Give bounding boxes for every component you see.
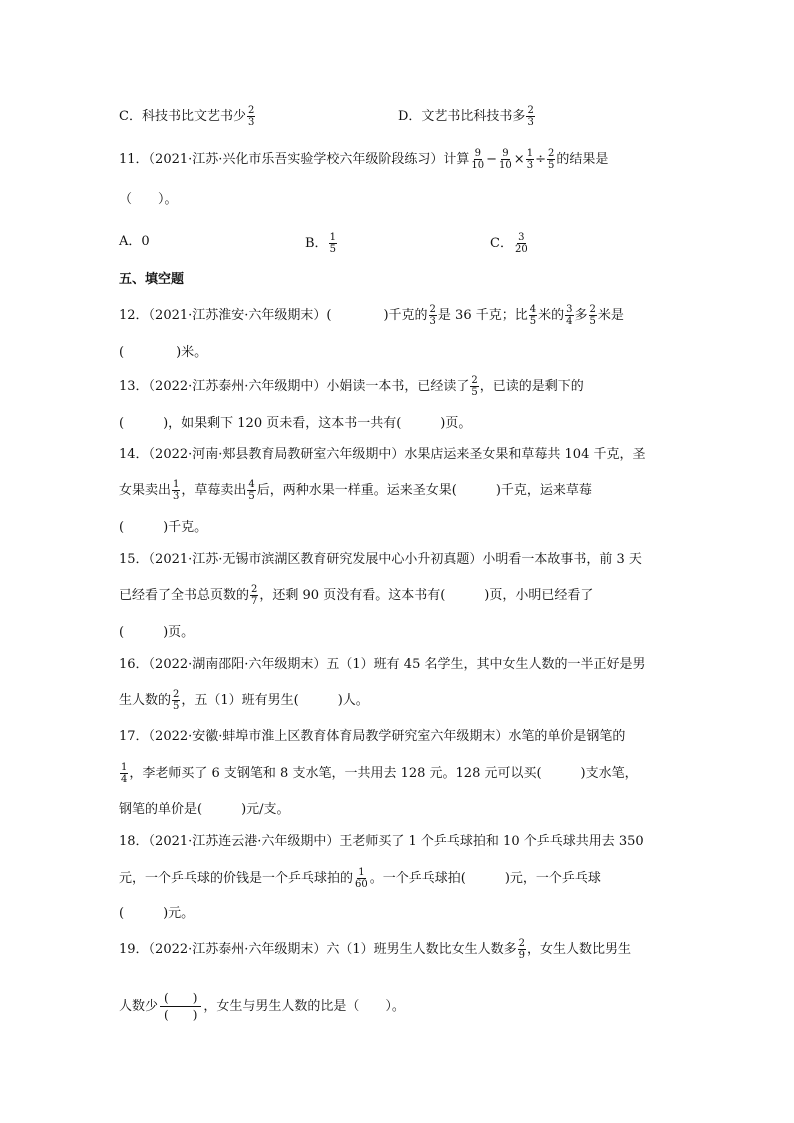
- q19-line1: 19．（2022·江苏泰州·六年级期末）六（1）班男生人数比女生人数多 $\frac{2}{9}$ ，女生人数比男生: [119, 938, 632, 961]
- q11-option-c: C． $\frac{3}{20}$: [490, 232, 528, 255]
- q18-line1: 18．（2021·江苏连云港·六年级期中）王老师买了 1 个乒乓球拍和 10 个乒乓球共用去 350: [119, 834, 644, 849]
- fraction: $\frac{4}{5}$: [529, 304, 537, 327]
- q12-line2: ( )米。: [119, 345, 208, 360]
- q15-line2: 已经看了全书总页数的 $\frac{2}{7}$ ，还剩 90 页没有看。这本书有( )页，小明已经看了: [119, 584, 594, 607]
- section-title: 五、填空题: [119, 272, 185, 287]
- fraction: $\frac{1}{60}$: [355, 867, 368, 890]
- fraction: $\frac{2}{5}$: [471, 375, 478, 398]
- q10-option-d: [398, 105, 536, 128]
- q18-line3: ( )元。: [119, 906, 195, 921]
- q17-line3: 钢笔的单价是( )元/支。: [119, 802, 290, 817]
- q17-line1: 17．（2022·安徽·蚌埠市淮上区教育体育局教学研究室六年级期末）水笔的单价是钢笔的: [119, 729, 626, 744]
- fraction: $\frac{2}{3}$: [527, 105, 534, 128]
- blank-fraction: ( ) ( ): [160, 990, 201, 1023]
- fraction: $\frac{1}{5}$: [329, 232, 336, 255]
- divide-sign: ÷: [535, 152, 546, 167]
- fraction: $\frac{3}{4}$: [566, 304, 573, 327]
- q10-option-c: [119, 105, 256, 128]
- q11-answer-line: （ ）。: [119, 192, 178, 207]
- fraction: $\frac{9}{10}$: [499, 148, 512, 171]
- fraction: $\frac{2}{9}$: [518, 938, 526, 961]
- q11-suffix: 的结果是: [556, 152, 609, 167]
- q13-line1: 13．（2022·江苏泰州·六年级期中）小娟读一本书，已经读了 $\frac{2}{5}$ ，已读的是剩下的: [119, 375, 584, 398]
- q10-option-c-text: C．科技书比文艺书少: [119, 109, 246, 124]
- fraction: $\frac{2}{3}$: [429, 304, 436, 327]
- q11-stem: [119, 148, 608, 171]
- fraction: $\frac{2}{3}$: [247, 105, 255, 128]
- q19-line2: 人数少 ( ) ( ) ，女生与男生人数的比是（ ）。: [119, 991, 405, 1022]
- q18-line2: 元，一个乒乓球的价钱是一个乒乓球拍的 $\frac{1}{60}$ 。一个乒乓球拍( )元，一个乒乓球: [119, 867, 601, 890]
- q11-option-b: B． $\frac{1}{5}$: [305, 232, 336, 255]
- fraction: $\frac{2}{5}$: [547, 148, 555, 171]
- q17-line2: $\frac{1}{4}$ ，李老师买了 6 支钢笔和 8 支水笔，一共用去 128 元。128 元可以买( )支水笔，: [121, 762, 638, 785]
- fraction: $\frac{3}{20}$: [514, 232, 528, 255]
- fraction: $\frac{1}{3}$: [173, 479, 180, 502]
- q11-prefix: 11．（2021·江苏·兴化市乐吾实验学校六年级阶段练习）计算: [119, 152, 470, 167]
- fraction: $\frac{9}{10}$: [471, 148, 485, 171]
- fraction: $\frac{1}{3}$: [526, 148, 534, 171]
- q15-line1: 15．（2021·江苏·无锡市滨湖区教育研究发展中心小升初真题）小明看一本故事书，前 3 天: [119, 552, 642, 567]
- fraction: $\frac{4}{5}$: [248, 479, 255, 502]
- q11-option-a: A．0: [119, 234, 150, 249]
- fraction: $\frac{2}{5}$: [173, 689, 180, 712]
- q15-line3: ( )页。: [119, 625, 195, 640]
- fraction: $\frac{2}{5}$: [589, 304, 596, 327]
- q14-line2: 女果卖出 $\frac{1}{3}$ ，草莓卖出 $\frac{4}{5}$ 后，两种水果一样重。运来圣女果( )千克，运来草莓: [119, 479, 592, 502]
- fraction: $\frac{1}{4}$: [121, 762, 128, 785]
- times-sign: ×: [513, 152, 525, 167]
- q12-line1: 12．（2021·江苏淮安·六年级期末）( )千克的 $\frac{2}{3}$ 是 36 千克；比 $\frac{4}{5}$ 米的 $\frac{3}{4}$ 多 $\frac{2}{5}$ 米是: [119, 304, 624, 327]
- q13-line2: ( )，如果剩下 120 页未看，这本书一共有( )页。: [119, 416, 472, 431]
- q14-line1: 14．（2022·河南·郏县教育局教研室六年级期中）水果店运来圣女果和草莓共 104 千克，圣: [119, 447, 646, 462]
- q10-option-d-text: D．文艺书比科技书多: [398, 109, 526, 124]
- q16-line1: 16．（2022·湖南邵阳·六年级期末）五（1）班有 45 名学生，其中女生人数的一半正好是男: [119, 657, 646, 672]
- minus-sign: −: [486, 152, 498, 167]
- fraction: $\frac{2}{7}$: [251, 584, 258, 607]
- q16-line2: 生人数的 $\frac{2}{5}$ ，五（1）班有男生( )人。: [119, 689, 369, 712]
- q14-line3: ( )千克。: [119, 520, 208, 535]
